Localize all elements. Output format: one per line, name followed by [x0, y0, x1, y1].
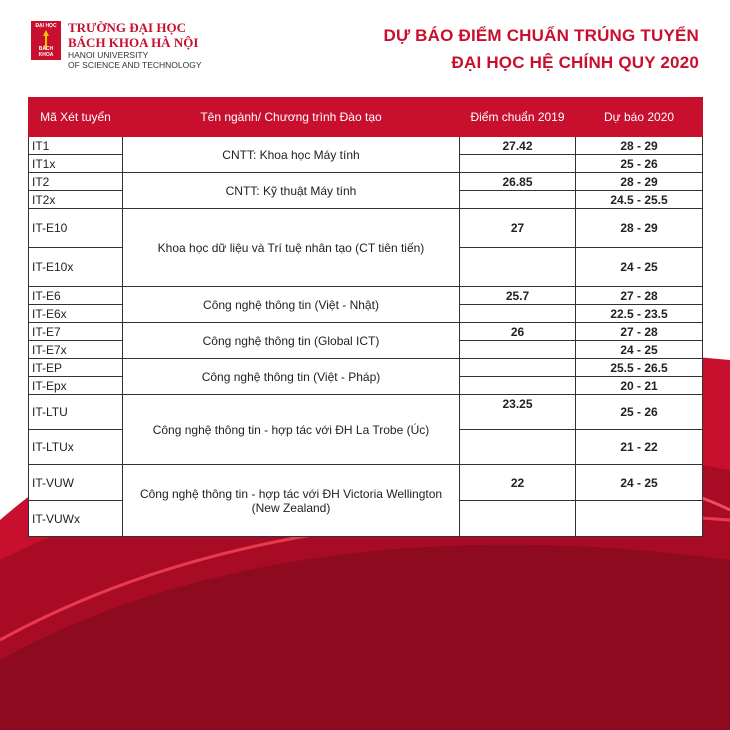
forecast-2020-cell: 21 - 22	[576, 430, 703, 465]
score-2019-cell	[460, 305, 576, 323]
header-forecast-2020: Dự báo 2020	[576, 98, 703, 137]
logo-bottom-text: BÁCH KHOA	[38, 46, 54, 58]
score-2019-cell	[460, 341, 576, 359]
table-row	[29, 359, 703, 377]
forecast-2020-cell: 20 - 21	[576, 377, 703, 395]
school-line-1: TRƯỜNG ĐẠI HỌC	[68, 20, 186, 35]
title-line-1: DỰ BÁO ĐIỂM CHUẨN TRÚNG TUYỂN	[383, 26, 699, 45]
code-cell: IT-E10x	[29, 248, 123, 287]
program-cell: Công nghệ thông tin - hợp tác với ĐH La Trobe (Úc)	[123, 395, 460, 465]
score-2019-cell: 22	[460, 465, 576, 501]
score-2019-cell	[460, 359, 576, 377]
code-cell: IT-EP	[29, 359, 123, 377]
forecast-2020-cell: 27 - 28	[576, 323, 703, 341]
table-row	[29, 395, 703, 430]
forecast-2020-cell: 24.5 - 25.5	[576, 191, 703, 209]
forecast-2020-cell: 24 - 25	[576, 465, 703, 501]
table-row	[29, 287, 703, 305]
header-code: Mã Xét tuyển	[29, 98, 123, 137]
school-line-3: HANOI UNIVERSITY	[68, 50, 149, 60]
code-cell: IT-E7	[29, 323, 123, 341]
page-title	[383, 22, 699, 76]
score-2019-cell: 23.25	[460, 395, 576, 430]
code-cell: IT2	[29, 173, 123, 191]
score-2019-cell	[460, 430, 576, 465]
program-cell: CNTT: Kỹ thuật Máy tính	[123, 173, 460, 209]
code-cell: IT-LTU	[29, 395, 123, 430]
school-line-2: BÁCH KHOA HÀ NỘI	[68, 35, 199, 50]
forecast-2020-cell: 28 - 29	[576, 209, 703, 248]
table-row	[29, 137, 703, 155]
forecast-2020-cell: 28 - 29	[576, 173, 703, 191]
code-cell: IT-VUW	[29, 465, 123, 501]
code-cell: IT-E7x	[29, 341, 123, 359]
score-2019-cell	[460, 155, 576, 173]
code-cell: IT-VUWx	[29, 501, 123, 537]
forecast-2020-cell: 25 - 26	[576, 155, 703, 173]
code-cell: IT-E6	[29, 287, 123, 305]
program-cell: Khoa học dữ liệu và Trí tuệ nhân tạo (CT tiên tiến)	[123, 209, 460, 287]
header-program: Tên ngành/ Chương trình Đào tạo	[123, 98, 460, 137]
school-name	[68, 20, 202, 70]
forecast-2020-cell: 27 - 28	[576, 287, 703, 305]
score-2019-cell: 27	[460, 209, 576, 248]
forecast-2020-cell: 22.5 - 23.5	[576, 305, 703, 323]
forecast-2020-cell	[576, 501, 703, 537]
table-row	[29, 465, 703, 501]
program-cell: Công nghệ thông tin (Việt - Nhật)	[123, 287, 460, 323]
forecast-2020-cell: 24 - 25	[576, 341, 703, 359]
score-2019-cell: 26.85	[460, 173, 576, 191]
header-score-2019: Điểm chuẩn 2019	[460, 98, 576, 137]
program-cell: CNTT: Khoa học Máy tính	[123, 137, 460, 173]
code-cell: IT-E10	[29, 209, 123, 248]
table-row	[29, 209, 703, 248]
code-cell: IT-E6x	[29, 305, 123, 323]
logo-top-text: ĐẠI HỌC	[35, 23, 57, 29]
program-cell: Công nghệ thông tin (Global ICT)	[123, 323, 460, 359]
score-2019-cell	[460, 248, 576, 287]
admission-score-table	[28, 97, 703, 537]
score-2019-cell	[460, 501, 576, 537]
forecast-2020-cell: 25.5 - 26.5	[576, 359, 703, 377]
code-cell: IT2x	[29, 191, 123, 209]
code-cell: IT1	[29, 137, 123, 155]
code-cell: IT1x	[29, 155, 123, 173]
forecast-2020-cell: 28 - 29	[576, 137, 703, 155]
program-cell: Công nghệ thông tin - hợp tác với ĐH Victoria Wellington (New Zealand)	[123, 465, 460, 537]
score-2019-cell	[460, 377, 576, 395]
title-line-2: ĐẠI HỌC HỆ CHÍNH QUY 2020	[451, 53, 699, 72]
forecast-2020-cell: 25 - 26	[576, 395, 703, 430]
table-header-row	[29, 98, 703, 137]
table-row	[29, 173, 703, 191]
school-line-4: OF SCIENCE AND TECHNOLOGY	[68, 60, 202, 70]
forecast-2020-cell: 24 - 25	[576, 248, 703, 287]
score-2019-cell: 25.7	[460, 287, 576, 305]
program-cell: Công nghệ thông tin (Việt - Pháp)	[123, 359, 460, 395]
code-cell: IT-LTUx	[29, 430, 123, 465]
score-2019-cell: 27.42	[460, 137, 576, 155]
school-logo	[31, 21, 61, 60]
table-row	[29, 323, 703, 341]
score-2019-cell	[460, 191, 576, 209]
score-2019-cell: 26	[460, 323, 576, 341]
code-cell: IT-Epx	[29, 377, 123, 395]
